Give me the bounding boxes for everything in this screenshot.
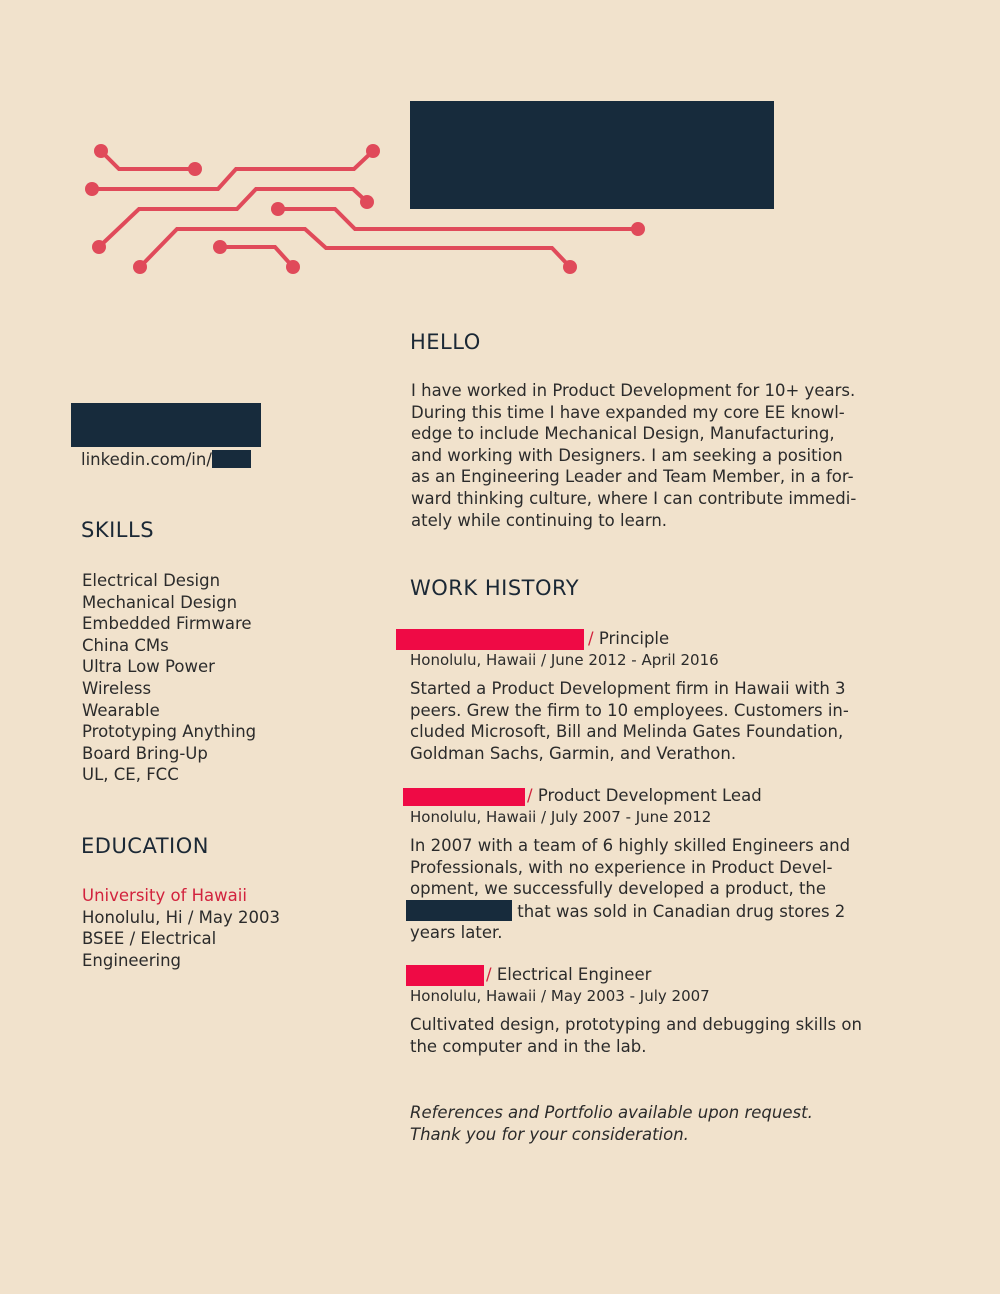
job-line: years later. [410, 923, 503, 943]
skill-item: Wearable [82, 700, 160, 720]
education-heading: EDUCATION [81, 834, 209, 858]
job-entry [406, 965, 651, 986]
job-description [410, 678, 849, 764]
title-separator: / [588, 629, 594, 648]
hello-line: I have worked in Product Development for 10+ years. [411, 381, 856, 400]
job-line: the computer and in the lab. [410, 1036, 647, 1056]
product-name-redacted [406, 900, 512, 921]
job-line: opment, we successfully developed a product, the [410, 879, 827, 899]
job-meta: Honolulu, Hawaii / July 2007 - June 2012 [410, 808, 712, 826]
job-line-text: that was sold in Canadian drug stores 2 [512, 901, 846, 921]
job-description [410, 1014, 862, 1057]
skill-item: China CMs [82, 635, 169, 655]
skill-item: UL, CE, FCC [82, 765, 179, 785]
education-line: BSEE / Electrical [82, 929, 217, 949]
skill-item: Wireless [82, 678, 152, 698]
hello-line: ately while continuing to learn. [411, 510, 668, 530]
linkedin-link[interactable] [81, 449, 251, 471]
company-redacted [406, 965, 484, 986]
title-separator: / [527, 786, 533, 805]
skills-heading: SKILLS [81, 518, 155, 542]
closing-note [410, 1102, 813, 1145]
contact-name-redacted [71, 403, 261, 447]
skill-item: Electrical Design [82, 571, 221, 590]
job-line: Started a Product Development firm in Hawaii with 3 [410, 679, 846, 698]
job-line: Professionals, with no experience in Product Devel- [410, 857, 833, 877]
header-name-redacted [410, 101, 774, 209]
title-separator: / [486, 965, 492, 984]
job-line: Goldman Sachs, Garmin, and Verathon. [410, 743, 737, 763]
job-entry [396, 629, 669, 650]
job-role: Electrical Engineer [496, 965, 652, 984]
company-redacted [396, 629, 584, 650]
education-line: Honolulu, Hi / May 2003 [82, 907, 281, 927]
job-line: Cultivated design, prototyping and debugging skills on [410, 1015, 862, 1034]
education-block [82, 885, 280, 971]
job-role: Principle [598, 629, 670, 648]
job-title-line [396, 629, 669, 650]
company-redacted [403, 788, 525, 806]
skill-item: Mechanical Design [82, 592, 238, 612]
linkedin-handle-redacted [212, 450, 251, 468]
skill-item: Embedded Firmware [82, 614, 252, 634]
job-title-line [406, 965, 651, 986]
work-history-heading: WORK HISTORY [410, 576, 580, 600]
job-line: In 2007 with a team of 6 highly skilled Engineers and [410, 836, 851, 855]
job-line: peers. Grew the firm to 10 employees. Customers in- [410, 700, 849, 720]
hello-line: as an Engineering Leader and Team Member, in a for- [411, 467, 854, 487]
hello-line: During this time I have expanded my core EE knowl- [411, 402, 845, 422]
skill-item: Ultra Low Power [82, 657, 215, 677]
linkedin-prefix: linkedin.com/in/ [81, 450, 212, 469]
job-line-with-redaction [406, 900, 850, 923]
job-meta: Honolulu, Hawaii / June 2012 - April 2016 [410, 651, 719, 669]
skills-list [82, 570, 256, 786]
job-entry [403, 786, 762, 806]
hello-line: and working with Designers. I am seeking a position [411, 445, 843, 465]
skill-item: Board Bring-Up [82, 743, 208, 763]
hello-heading: HELLO [410, 330, 481, 354]
job-meta: Honolulu, Hawaii / May 2003 - July 2007 [410, 987, 710, 1005]
job-description [410, 835, 850, 944]
school-name: University of Hawaii [82, 886, 247, 905]
hello-line: ward thinking culture, where I can contribute immedi- [411, 488, 857, 508]
hello-paragraph [411, 380, 856, 531]
job-line: cluded Microsoft, Bill and Melinda Gates Foundation, [410, 722, 844, 742]
closing-line: Thank you for your consideration. [410, 1124, 689, 1144]
job-title-line [403, 786, 762, 806]
closing-line: References and Portfolio available upon request. [410, 1103, 813, 1122]
education-line: Engineering [82, 950, 181, 970]
hello-line: edge to include Mechanical Design, Manufacturing, [411, 424, 835, 444]
job-role: Product Development Lead [537, 786, 762, 805]
skill-item: Prototyping Anything [82, 722, 257, 742]
